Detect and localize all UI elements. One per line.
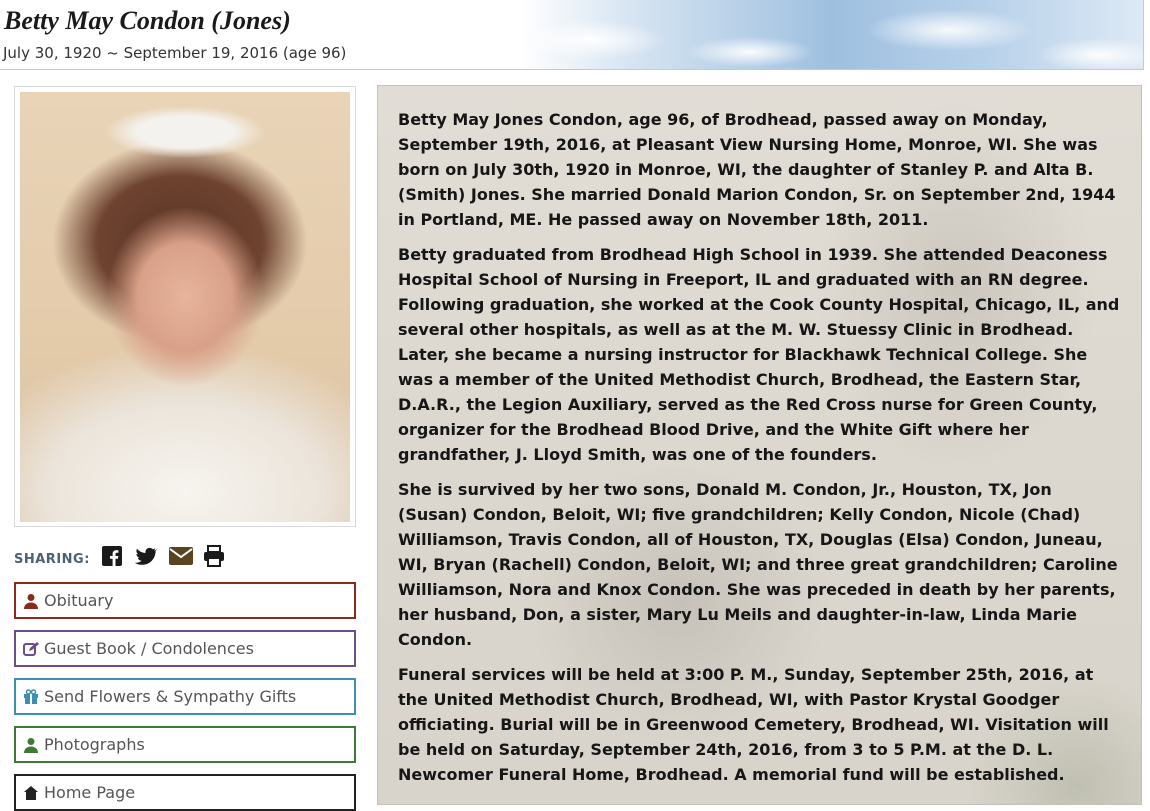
life-dates: July 30, 1920 ~ September 19, 2016 (age 96) bbox=[3, 44, 347, 62]
header-sky-banner bbox=[520, 0, 1143, 69]
sharing-label: SHARING: bbox=[14, 551, 90, 567]
obituary-label: Obituary bbox=[44, 591, 114, 610]
photographs-label: Photographs bbox=[44, 735, 145, 754]
obituary-paragraph: Funeral services will be held at 3:00 P. M., Sunday, September 25th, 2016, at the United Methodist Church, Brodhead, WI, with Pastor Krystal Goodger officiating. Burial will be in Greenwood Cemetery, Brodhead, WI. Visitation will be held on Saturday, September 24th, 2016, from 3 to 5 P.M. at the D. L. Newcomer Funeral Home, Brodhead. A memorial fund will be established. bbox=[398, 665, 1109, 784]
obituary-panel bbox=[377, 85, 1142, 805]
obituary-paragraph: Betty graduated from Brodhead High School in 1939. She attended Deaconess Hospital School of Nursing in Freeport, IL and graduated with an RN degree. Following graduation, she worked at the Cook County Hospital, Chicago, IL, and several other hospitals, as well as at the M. W. Stuessy Clinic in Brodhead. Later, she became a nursing instructor for Blackhawk Technical College. She was a member of the United Methodist Church, Brodhead, the Eastern Star, D.A.R., the Legion Auxiliary, served as the Red Cross nurse for Green County, organizer for the Brodhead Blood Drive, and the White Gift where her grandfather, J. Lloyd Smith, was one of the founders. bbox=[398, 245, 1120, 464]
email-icon[interactable] bbox=[168, 544, 192, 568]
edit-icon bbox=[23, 641, 39, 657]
user-icon bbox=[23, 593, 39, 609]
portrait-frame bbox=[14, 86, 356, 527]
obituary-text bbox=[398, 107, 1126, 797]
print-icon[interactable] bbox=[202, 544, 226, 568]
portrait-photo bbox=[20, 92, 350, 522]
facebook-icon[interactable] bbox=[100, 544, 124, 568]
twitter-icon[interactable] bbox=[134, 544, 158, 568]
page-title: Betty May Condon (Jones) bbox=[4, 6, 291, 35]
sharing-bar bbox=[14, 543, 236, 569]
page-header bbox=[0, 0, 1144, 70]
guest-book-label: Guest Book / Condolences bbox=[44, 639, 254, 658]
obituary-button[interactable] bbox=[14, 582, 356, 619]
send-flowers-button[interactable] bbox=[14, 678, 356, 715]
photographs-button[interactable] bbox=[14, 726, 356, 763]
send-flowers-label: Send Flowers & Sympathy Gifts bbox=[44, 687, 297, 706]
guest-book-button[interactable] bbox=[14, 630, 356, 667]
obituary-paragraph: Betty May Jones Condon, age 96, of Brodhead, passed away on Monday, September 19th, 2016, at Pleasant View Nursing Home, Monroe, WI. She was born on July 30th, 1920 in Monroe, WI, the daughter of Stanley P. and Alta B. (Smith) Jones. She married Donald Marion Condon, Sr. on September 2nd, 1944 in Portland, ME. He passed away on November 18th, 2011. bbox=[398, 110, 1116, 229]
user-icon bbox=[23, 737, 39, 753]
home-page-label: Home Page bbox=[44, 783, 136, 802]
obituary-paragraph: She is survived by her two sons, Donald M. Condon, Jr., Houston, TX, Jon (Susan) Condon, Beloit, WI; five grandchildren; Kelly Condon, Nicole (Chad) Williamson, Travis Condon, all of Houston, TX, Douglas (Elsa) Condon, Juneau, WI, Bryan (Rachell) Condon, Beloit, WI; and three great grandchildren; Caroline Williamson, Nora and Knox Condon. She was preceded in death by her parents, her husband, Don, a sister, Mary Lu Meils and daughter-in-law, Linda Marie Condon. bbox=[398, 480, 1118, 649]
gift-icon bbox=[23, 689, 39, 705]
